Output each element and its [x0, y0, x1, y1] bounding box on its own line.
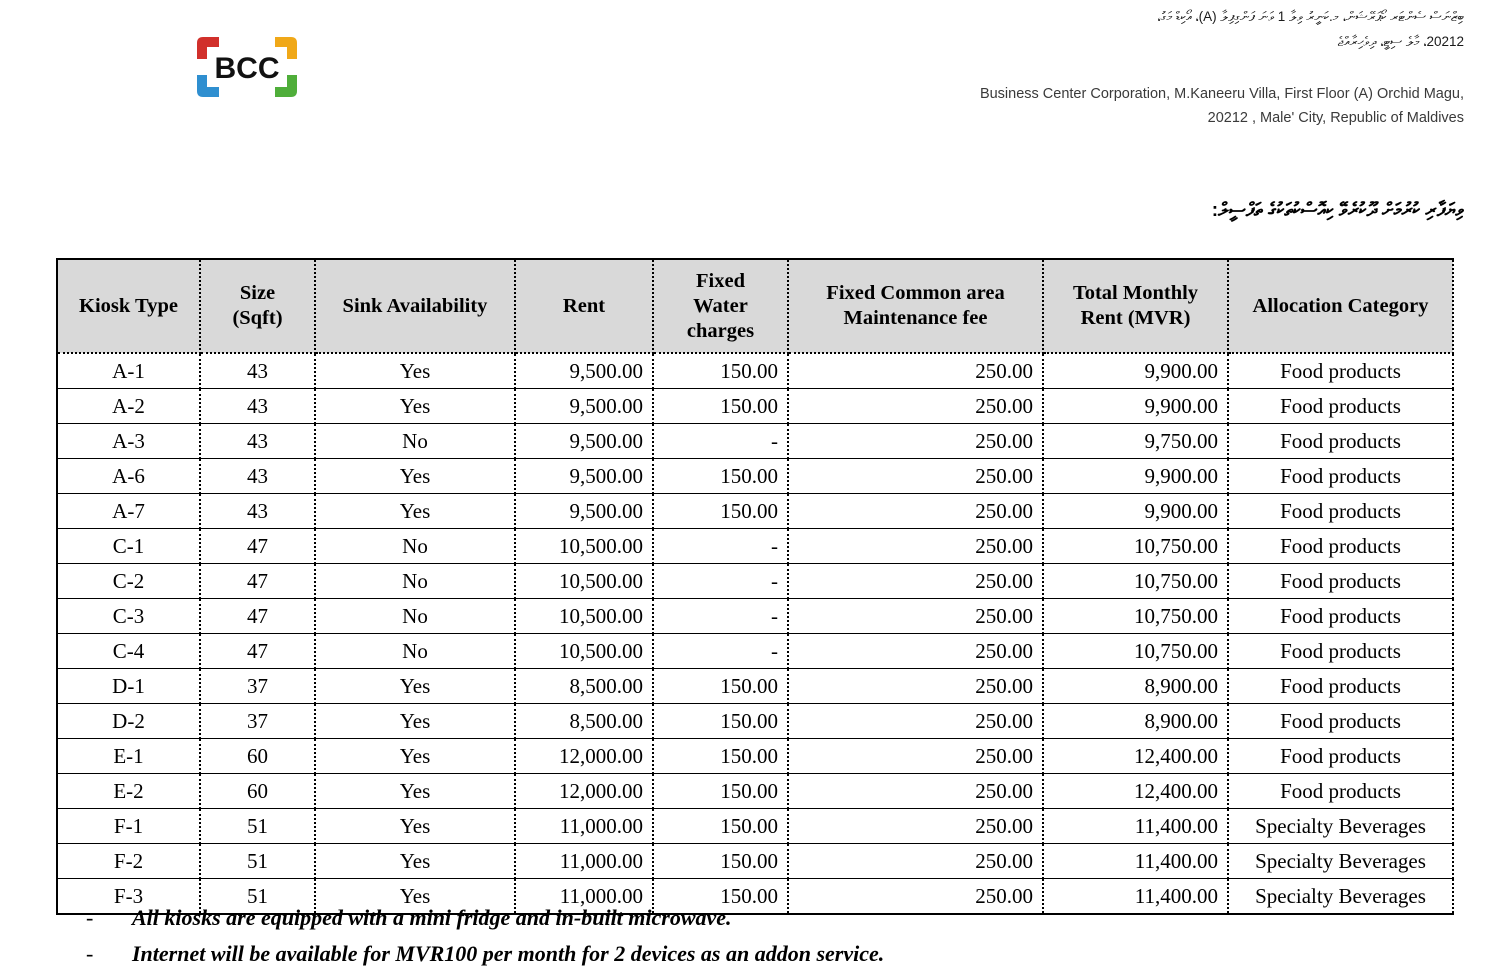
- bcc-logo-text: BCC: [214, 52, 280, 85]
- cell-size: 51: [200, 809, 315, 844]
- cell-size: 43: [200, 353, 315, 389]
- table-row: [57, 459, 1453, 494]
- cell-kiosk-type: E-1: [57, 739, 200, 774]
- cell-total-monthly-rent: 10,750.00: [1043, 634, 1228, 669]
- table-row: [57, 739, 1453, 774]
- cell-rent: 9,500.00: [515, 494, 653, 529]
- table-row: [57, 424, 1453, 459]
- cell-allocation-category: Food products: [1228, 389, 1453, 424]
- cell-rent: 10,500.00: [515, 564, 653, 599]
- cell-maintenance-fee: 250.00: [788, 599, 1043, 634]
- cell-rent: 8,500.00: [515, 669, 653, 704]
- cell-size: 37: [200, 704, 315, 739]
- cell-kiosk-type: D-1: [57, 669, 200, 704]
- cell-fixed-water-charges: 150.00: [653, 353, 788, 389]
- english-address-line2: 20212 , Male' City, Republic of Maldives: [1207, 110, 1464, 126]
- cell-total-monthly-rent: 11,400.00: [1043, 879, 1228, 915]
- cell-kiosk-type: D-2: [57, 704, 200, 739]
- footnote-item: [86, 900, 1386, 936]
- cell-sink-availability: No: [315, 599, 515, 634]
- cell-fixed-water-charges: 150.00: [653, 844, 788, 879]
- cell-sink-availability: No: [315, 529, 515, 564]
- cell-total-monthly-rent: 10,750.00: [1043, 564, 1228, 599]
- cell-total-monthly-rent: 9,900.00: [1043, 389, 1228, 424]
- cell-total-monthly-rent: 11,400.00: [1043, 844, 1228, 879]
- cell-rent: 9,500.00: [515, 424, 653, 459]
- cell-total-monthly-rent: 9,900.00: [1043, 494, 1228, 529]
- cell-fixed-water-charges: 150.00: [653, 459, 788, 494]
- cell-fixed-water-charges: -: [653, 529, 788, 564]
- document-header: [0, 0, 1500, 140]
- cell-maintenance-fee: 250.00: [788, 809, 1043, 844]
- column-header-rent: [515, 259, 653, 353]
- cell-sink-availability: No: [315, 634, 515, 669]
- column-header-total-monthly-rent: [1043, 259, 1228, 353]
- cell-sink-availability: Yes: [315, 353, 515, 389]
- column-header-size: [200, 259, 315, 353]
- cell-size: 47: [200, 599, 315, 634]
- column-header-kiosk-type-line1: Kiosk Type: [79, 294, 178, 317]
- cell-kiosk-type: C-1: [57, 529, 200, 564]
- cell-allocation-category: Specialty Beverages: [1228, 844, 1453, 879]
- cell-maintenance-fee: 250.00: [788, 494, 1043, 529]
- cell-kiosk-type: F-3: [57, 879, 200, 915]
- cell-sink-availability: Yes: [315, 494, 515, 529]
- cell-fixed-water-charges: 150.00: [653, 739, 788, 774]
- cell-sink-availability: Yes: [315, 704, 515, 739]
- footnote-text-1: All kiosks are equipped with a mini fridge and in-built microwave.: [132, 905, 732, 930]
- cell-fixed-water-charges: 150.00: [653, 704, 788, 739]
- cell-total-monthly-rent: 8,900.00: [1043, 669, 1228, 704]
- column-header-maintenance-fee: [788, 259, 1043, 353]
- cell-allocation-category: Specialty Beverages: [1228, 879, 1453, 915]
- cell-allocation-category: Food products: [1228, 353, 1453, 389]
- footnote-bullet: -: [86, 905, 94, 930]
- column-header-size-line1: Size: [239, 282, 276, 304]
- cell-size: 60: [200, 774, 315, 809]
- cell-kiosk-type: F-2: [57, 844, 200, 879]
- page-title: ވިޔަފާރި ކުރުމަށް ދޫކުރެވޭ ކިއޮސްކުތަކުގެ ތަފްސީލް:: [1211, 200, 1464, 221]
- thaana-address: [824, 4, 1464, 54]
- cell-maintenance-fee: 250.00: [788, 704, 1043, 739]
- cell-total-monthly-rent: 9,900.00: [1043, 459, 1228, 494]
- table-row: [57, 669, 1453, 704]
- cell-size: 47: [200, 529, 315, 564]
- cell-allocation-category: Food products: [1228, 529, 1453, 564]
- cell-allocation-category: Food products: [1228, 669, 1453, 704]
- table-row: [57, 704, 1453, 739]
- cell-kiosk-type: E-2: [57, 774, 200, 809]
- cell-size: 37: [200, 669, 315, 704]
- cell-rent: 12,000.00: [515, 739, 653, 774]
- cell-allocation-category: Food products: [1228, 774, 1453, 809]
- cell-rent: 11,000.00: [515, 809, 653, 844]
- cell-rent: 12,000.00: [515, 774, 653, 809]
- footnote-text-2: Internet will be available for MVR100 per month for 2 devices as an addon service.: [132, 941, 885, 966]
- cell-sink-availability: No: [315, 564, 515, 599]
- column-header-size-line2: (Sqft): [232, 307, 283, 329]
- cell-kiosk-type: A-1: [57, 353, 200, 389]
- cell-total-monthly-rent: 8,900.00: [1043, 704, 1228, 739]
- column-header-kiosk-type: [57, 259, 200, 353]
- cell-total-monthly-rent: 10,750.00: [1043, 529, 1228, 564]
- cell-rent: 11,000.00: [515, 879, 653, 915]
- cell-fixed-water-charges: -: [653, 599, 788, 634]
- english-address: [764, 82, 1464, 130]
- cell-sink-availability: Yes: [315, 844, 515, 879]
- cell-fixed-water-charges: 150.00: [653, 494, 788, 529]
- cell-maintenance-fee: 250.00: [788, 459, 1043, 494]
- cell-kiosk-type: A-3: [57, 424, 200, 459]
- cell-rent: 11,000.00: [515, 844, 653, 879]
- cell-kiosk-type: C-2: [57, 564, 200, 599]
- table-body: [57, 353, 1453, 914]
- cell-maintenance-fee: 250.00: [788, 529, 1043, 564]
- cell-sink-availability: Yes: [315, 774, 515, 809]
- column-header-water-line3: charges: [686, 319, 755, 342]
- column-header-total-line2: Rent (MVR): [1080, 307, 1191, 329]
- cell-sink-availability: Yes: [315, 669, 515, 704]
- cell-sink-availability: Yes: [315, 389, 515, 424]
- cell-allocation-category: Food products: [1228, 599, 1453, 634]
- cell-size: 43: [200, 459, 315, 494]
- table-row: [57, 353, 1453, 389]
- cell-total-monthly-rent: 9,750.00: [1043, 424, 1228, 459]
- cell-fixed-water-charges: 150.00: [653, 669, 788, 704]
- cell-size: 43: [200, 494, 315, 529]
- cell-maintenance-fee: 250.00: [788, 774, 1043, 809]
- table-row: [57, 564, 1453, 599]
- cell-fixed-water-charges: -: [653, 564, 788, 599]
- table-header-row-group: [57, 259, 1453, 353]
- cell-kiosk-type: C-3: [57, 599, 200, 634]
- cell-total-monthly-rent: 10,750.00: [1043, 599, 1228, 634]
- table-row: [57, 774, 1453, 809]
- cell-rent: 10,500.00: [515, 529, 653, 564]
- table-row: [57, 529, 1453, 564]
- cell-fixed-water-charges: 150.00: [653, 389, 788, 424]
- table-row: [57, 494, 1453, 529]
- cell-fixed-water-charges: -: [653, 424, 788, 459]
- cell-size: 43: [200, 389, 315, 424]
- cell-size: 47: [200, 564, 315, 599]
- cell-sink-availability: Yes: [315, 809, 515, 844]
- cell-maintenance-fee: 250.00: [788, 564, 1043, 599]
- cell-size: 51: [200, 844, 315, 879]
- cell-size: 51: [200, 879, 315, 915]
- cell-fixed-water-charges: 150.00: [653, 774, 788, 809]
- cell-total-monthly-rent: 9,900.00: [1043, 353, 1228, 389]
- cell-rent: 9,500.00: [515, 459, 653, 494]
- cell-maintenance-fee: 250.00: [788, 669, 1043, 704]
- cell-allocation-category: Food products: [1228, 634, 1453, 669]
- cell-maintenance-fee: 250.00: [788, 353, 1043, 389]
- cell-allocation-category: Food products: [1228, 494, 1453, 529]
- cell-maintenance-fee: 250.00: [788, 389, 1043, 424]
- cell-maintenance-fee: 250.00: [788, 739, 1043, 774]
- column-header-allocation-category: [1228, 259, 1453, 353]
- column-header-sink-line1: Sink Availability: [342, 294, 488, 317]
- cell-allocation-category: Specialty Beverages: [1228, 809, 1453, 844]
- cell-kiosk-type: A-6: [57, 459, 200, 494]
- cell-total-monthly-rent: 12,400.00: [1043, 774, 1228, 809]
- column-header-maintenance-line1: Fixed Common area: [826, 282, 1005, 304]
- thaana-address-line1: ބިޒްނަސް ސެންޓަރ ކޯޕަރޭޝަން، މ.ކަނީރު ވިލާ 1 ވަނަ ފަންގިފިލާ (A)، އޯކިޑް މަގު،: [1157, 9, 1464, 24]
- footnote-item: [86, 936, 1386, 972]
- table-row: [57, 389, 1453, 424]
- cell-fixed-water-charges: -: [653, 634, 788, 669]
- cell-total-monthly-rent: 11,400.00: [1043, 809, 1228, 844]
- column-header-allocation-line1: Allocation Category: [1252, 294, 1429, 317]
- column-header-water-line2: Water: [693, 294, 748, 317]
- cell-allocation-category: Food products: [1228, 739, 1453, 774]
- cell-kiosk-type: F-1: [57, 809, 200, 844]
- cell-rent: 10,500.00: [515, 599, 653, 634]
- footnote-bullet: -: [86, 941, 94, 966]
- cell-maintenance-fee: 250.00: [788, 424, 1043, 459]
- cell-size: 47: [200, 634, 315, 669]
- column-header-sink-availability: [315, 259, 515, 353]
- table-header-row: [57, 259, 1453, 353]
- column-header-total-line1: Total Monthly: [1072, 282, 1199, 304]
- cell-rent: 9,500.00: [515, 353, 653, 389]
- cell-fixed-water-charges: 150.00: [653, 809, 788, 844]
- column-header-rent-line1: Rent: [562, 294, 606, 317]
- cell-rent: 9,500.00: [515, 389, 653, 424]
- cell-kiosk-type: C-4: [57, 634, 200, 669]
- cell-size: 43: [200, 424, 315, 459]
- cell-allocation-category: Food products: [1228, 459, 1453, 494]
- cell-sink-availability: No: [315, 424, 515, 459]
- cell-rent: 10,500.00: [515, 634, 653, 669]
- column-header-water-line1: Fixed: [696, 269, 745, 292]
- table-row: [57, 844, 1453, 879]
- table-row: [57, 634, 1453, 669]
- kiosk-details-table: [56, 258, 1454, 915]
- cell-rent: 8,500.00: [515, 704, 653, 739]
- kiosk-table-container: [56, 258, 1452, 915]
- cell-allocation-category: Food products: [1228, 704, 1453, 739]
- cell-maintenance-fee: 250.00: [788, 879, 1043, 915]
- bcc-logo-icon: [193, 33, 301, 101]
- table-row: [57, 599, 1453, 634]
- cell-total-monthly-rent: 12,400.00: [1043, 739, 1228, 774]
- cell-fixed-water-charges: 150.00: [653, 879, 788, 915]
- cell-size: 60: [200, 739, 315, 774]
- footnotes: [86, 900, 1386, 972]
- cell-allocation-category: Food products: [1228, 424, 1453, 459]
- cell-sink-availability: Yes: [315, 879, 515, 915]
- cell-maintenance-fee: 250.00: [788, 844, 1043, 879]
- table-row: [57, 809, 1453, 844]
- cell-allocation-category: Food products: [1228, 564, 1453, 599]
- cell-sink-availability: Yes: [315, 459, 515, 494]
- column-header-maintenance-line2: Maintenance fee: [843, 307, 988, 329]
- english-address-line1: Business Center Corporation, M.Kaneeru Villa, First Floor (A) Orchid Magu,: [979, 86, 1464, 102]
- cell-kiosk-type: A-7: [57, 494, 200, 529]
- cell-kiosk-type: A-2: [57, 389, 200, 424]
- thaana-address-line2: 20212، މާލެ ސިޓީ، ދިވެހިރާއްޖެ: [1337, 34, 1464, 49]
- bcc-logo: [193, 33, 301, 101]
- cell-sink-availability: Yes: [315, 739, 515, 774]
- cell-maintenance-fee: 250.00: [788, 634, 1043, 669]
- column-header-fixed-water-charges: [653, 259, 788, 353]
